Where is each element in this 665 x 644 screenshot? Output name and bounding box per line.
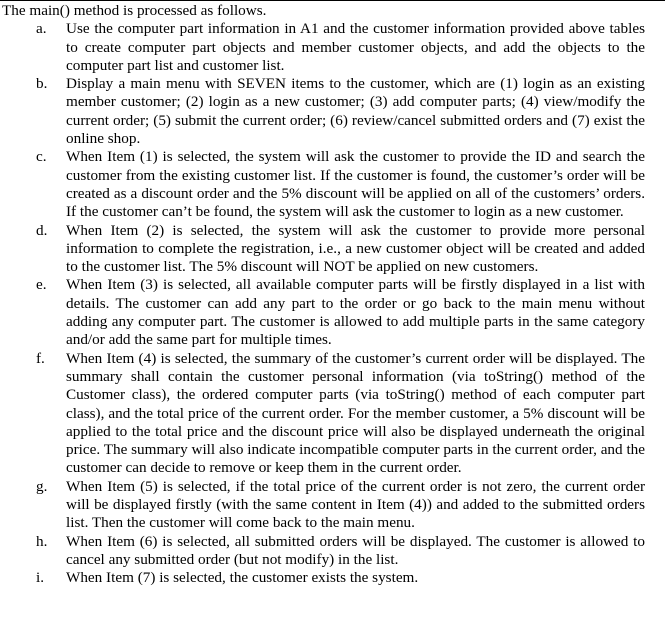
list-item-label: g. bbox=[36, 477, 48, 495]
list-item-text: Display a main menu with SEVEN items to the customer, which are (1) login as an existing member customer; (2) login as a new customer; (3) add computer parts; (4) view/modify the current order; (5) submit the current order; (6) review/cancel submitted orders and (7) exist the online shop. bbox=[66, 75, 645, 148]
list-item-text: When Item (4) is selected, the summary of the customer’s current order will be displayed. The summary shall contain the customer personal information (via toString() method of the Customer class), the ordered computer parts (via toString() method of each computer part class), and the total price of the current order. For the member customer, a 5% discount will be applied to the total price and the discount price will also be displayed underneath the original price. The summary will also indicate incompatible computer parts in the current order, and the customer can decide to remove or keep them in the current order. bbox=[66, 349, 645, 477]
list-item-text: When Item (7) is selected, the customer exists the system. bbox=[66, 569, 419, 587]
list-item-label: f. bbox=[36, 349, 45, 367]
intro-paragraph: The main() method is processed as follows. bbox=[2, 2, 267, 19]
list-item-label: c. bbox=[36, 148, 47, 166]
list-item-label: e. bbox=[36, 276, 47, 294]
list-item-label: h. bbox=[36, 532, 48, 550]
list-item-text: When Item (6) is selected, all submitted orders will be displayed. The customer is allowed to cancel any submitted order (but not modify) in the list. bbox=[66, 532, 645, 568]
list-item-label: b. bbox=[36, 75, 48, 93]
list-item-b bbox=[0, 75, 665, 148]
list-item-d bbox=[0, 222, 665, 277]
list-item-g bbox=[0, 478, 665, 533]
list-item-text: When Item (5) is selected, if the total price of the current order is not zero, the current order will be displayed firstly (with the same content in Item (4)) and added to the submitted orders list. Then the customer will come back to the main menu. bbox=[66, 477, 645, 532]
list-item-i bbox=[0, 569, 665, 587]
list-item-text: When Item (2) is selected, the system will ask the customer to provide more personal information to complete the registration, i.e., a new customer object will be created and added to the customer list. The 5% discount will NOT be applied on new customers. bbox=[66, 221, 645, 276]
list-item-h bbox=[0, 533, 665, 570]
list-item-text: When Item (1) is selected, the system will ask the customer to provide the ID and search the customer from the existing customer list. If the customer is found, the customer’s order will be created as a discount order and the 5% discount will be applied on all of the customers’ orders. If the customer can’t be found, the system will ask the customer to login as a new customer. bbox=[66, 148, 645, 221]
list-item-e bbox=[0, 276, 665, 349]
list-item-label: d. bbox=[36, 221, 48, 239]
list-item-label: i. bbox=[36, 569, 45, 587]
list-item-text: Use the computer part information in A1 and the customer information provided above tables to create computer part objects and member customer objects, and add the objects to the computer part list and customer list. bbox=[66, 20, 645, 74]
list-item-label: a. bbox=[36, 20, 47, 38]
list-item-c bbox=[0, 148, 665, 221]
list-item-f bbox=[0, 350, 665, 478]
list-item-a bbox=[0, 20, 665, 75]
list-item-text: When Item (3) is selected, all available computer parts will be firstly displayed in a list with details. The customer can add any part to the order or go back to the main menu without adding any computer part. The customer is allowed to add multiple parts in the same category and/or add the same part for multiple times. bbox=[66, 276, 645, 349]
